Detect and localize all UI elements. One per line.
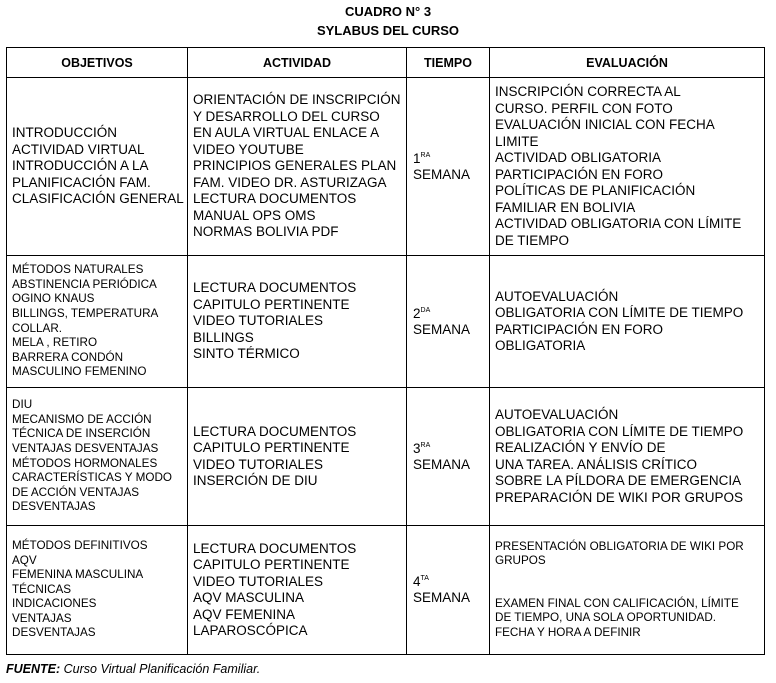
week-number: 1 (413, 150, 421, 166)
cell-line: INSCRIPCIÓN CORRECTA AL (495, 84, 681, 99)
cell-line: CAPITULO PERTINENTE (193, 440, 350, 455)
cell-line: GRUPOS (495, 554, 546, 568)
cell-line: LIMITE (495, 133, 539, 149)
cell-actividad (188, 78, 407, 256)
cell-line: DESVENTAJAS (12, 626, 96, 640)
cell-line: MÉTODOS DEFINITIVOS (12, 538, 148, 552)
cell-line: SINTO TÉRMICO (193, 346, 300, 362)
cell-line: EXAMEN FINAL CON CALIFICACIÓN, LÍMITE (495, 596, 739, 610)
table-row (7, 256, 765, 388)
cell-line: OBLIGATORIA (495, 338, 586, 353)
cell-line: TÉCNICAS (12, 582, 72, 596)
cell-tiempo (407, 526, 490, 655)
cell-line: Y DESARROLLO DEL CURSO (193, 108, 380, 124)
cell-line: VENTAJAS (12, 611, 72, 625)
header-objetivos: OBJETIVOS (7, 48, 188, 78)
cell-line: MANUAL OPS OMS (193, 207, 316, 223)
cell-line: BILLINGS (193, 329, 254, 345)
cell-evaluacion (490, 78, 765, 256)
cell-line: VENTAJAS DESVENTAJAS (12, 441, 159, 455)
week-label: SEMANA (413, 321, 471, 337)
cell-actividad (188, 388, 407, 526)
cell-line: CARACTERÍSTICAS Y MODO (12, 471, 172, 485)
week-number: 2 (413, 305, 421, 321)
cell-line: PLANIFICACIÓN FAM. (12, 174, 151, 190)
cell-line: EN AULA VIRTUAL ENLACE A (193, 125, 380, 141)
cell-line: ORIENTACIÓN DE INSCRIPCIÓN (193, 92, 401, 108)
table-caption-number: CUADRO N° 3 (344, 4, 432, 19)
cell-line: ABSTINENCIA PERIÓDICA (12, 277, 157, 291)
cell-line: LECTURA DOCUMENTOS (193, 191, 357, 207)
cell-tiempo (407, 78, 490, 256)
cell-line: VIDEO TUTORIALES (193, 456, 324, 472)
cell-line: DIU (12, 398, 33, 412)
cell-line: VIDEO TUTORIALES (193, 313, 324, 329)
cell-line: OGINO KNAUS (12, 292, 95, 306)
cell-line: LAPAROSCÓPICA (193, 623, 308, 638)
cell-line: COLLAR. (12, 321, 63, 335)
cell-line: AQV FEMENINA (193, 606, 296, 622)
cell-line: CAPITULO PERTINENTE (193, 557, 350, 572)
cell-line: PRINCIPIOS GENERALES PLAN (193, 158, 397, 174)
cell-line: AUTOEVALUACIÓN (495, 407, 619, 422)
cell-line: AUTOEVALUACIÓN (495, 288, 619, 304)
cell-tiempo (407, 256, 490, 388)
cell-line: DE TIEMPO, UNA SOLA OPORTUNIDAD. (495, 611, 717, 625)
week-ordinal: DA (420, 306, 431, 314)
cell-line: FAMILIAR EN BOLIVIA (495, 199, 636, 215)
cell-evaluacion (490, 526, 765, 655)
cell-line: INDICACIONES (12, 597, 97, 611)
cell-line: MECANISMO DE ACCIÓN (12, 412, 152, 426)
cell-line: MASCULINO FEMENINO (12, 365, 147, 379)
cell-line: MELA , RETIRO (12, 336, 98, 350)
cell-line: TÉCNICA DE INSERCIÓN (12, 427, 151, 441)
cell-line: FEMENINA MASCULINA (12, 568, 144, 582)
cell-line: ACTIVIDAD VIRTUAL (12, 141, 145, 157)
cell-line: DE TIEMPO (495, 232, 570, 248)
cell-line: ACTIVIDAD OBLIGATORIA (495, 150, 662, 165)
cell-line: PARTICIPACIÓN EN FORO (495, 321, 664, 337)
cell-line: AQV (12, 553, 37, 567)
cell-line: MÉTODOS NATURALES (12, 263, 144, 277)
cell-line: VIDEO YOUTUBE (193, 141, 304, 157)
cell-objetivos (7, 78, 188, 256)
cell-line: INSERCIÓN DE DIU (193, 473, 318, 488)
source-text: Curso Virtual Planificación Familiar. (60, 662, 261, 676)
table-row (7, 78, 765, 256)
cell-line: LECTURA DOCUMENTOS (193, 540, 357, 556)
cell-line: LECTURA DOCUMENTOS (193, 423, 357, 439)
cell-line: FECHA Y HORA A DEFINIR (495, 625, 641, 639)
cell-line: FAM. VIDEO DR. ASTURIZAGA (193, 174, 387, 190)
cell-line: CLASIFICACIÓN GENERAL (12, 191, 184, 207)
cell-line: INTRODUCCIÓN (12, 125, 117, 141)
header-tiempo: TIEMPO (407, 48, 490, 78)
cell-line: SOBRE LA PÍLDORA DE EMERGENCIA (495, 473, 742, 488)
week-ordinal: RA (420, 441, 431, 449)
week-ordinal: TA (420, 575, 429, 582)
cell-line: REALIZACIÓN Y ENVÍO DE (495, 440, 666, 455)
cell-line: LECTURA DOCUMENTOS (193, 280, 357, 296)
cell-line: DE ACCIÓN VENTAJAS (12, 485, 140, 499)
cell-actividad (188, 526, 407, 655)
week-label: SEMANA (413, 456, 471, 472)
header-row (7, 48, 765, 78)
header-evaluacion: EVALUACIÓN (490, 48, 765, 78)
cell-line: EVALUACIÓN INICIAL CON FECHA (495, 117, 715, 132)
cell-line: BARRERA CONDÓN (12, 350, 124, 364)
week-number: 4 (413, 574, 421, 589)
cell-evaluacion (490, 388, 765, 526)
cell-line: NORMAS BOLIVIA PDF (193, 224, 339, 240)
cell-line: POLÍTICAS DE PLANIFICACIÓN (495, 183, 696, 198)
cell-actividad (188, 256, 407, 388)
cell-line: PARTICIPACIÓN EN FORO (495, 166, 664, 182)
cell-line: OBLIGATORIA CON LÍMITE DE TIEMPO (495, 423, 744, 439)
cell-objetivos (7, 256, 188, 388)
cell-tiempo (407, 388, 490, 526)
cell-line: MÉTODOS HORMONALES (12, 456, 158, 470)
table-caption-title: SYLABUS DEL CURSO (316, 23, 460, 38)
cell-evaluacion (490, 256, 765, 388)
week-label: SEMANA (413, 590, 471, 605)
cell-objetivos (7, 388, 188, 526)
cell-line: VIDEO TUTORIALES (193, 573, 324, 589)
cell-line: UNA TAREA. ANÁLISIS CRÍTICO (495, 456, 698, 472)
cell-line: PRESENTACIÓN OBLIGATORIA DE WIKI POR (495, 539, 744, 553)
week-number: 3 (413, 440, 421, 456)
source-note (6, 662, 260, 676)
cell-line: OBLIGATORIA CON LÍMITE DE TIEMPO (495, 305, 744, 320)
cell-line: CAPITULO PERTINENTE (193, 296, 350, 312)
cell-line: INTRODUCCIÓN A LA (12, 158, 149, 174)
cell-objetivos (7, 526, 188, 655)
header-actividad: ACTIVIDAD (188, 48, 407, 78)
cell-line: DESVENTAJAS (12, 500, 96, 514)
source-label: FUENTE: (6, 662, 61, 676)
week-ordinal: RA (420, 151, 431, 159)
syllabus-table (6, 47, 765, 655)
cell-line: PREPARACIÓN DE WIKI POR GRUPOS (495, 489, 744, 505)
table-row (7, 388, 765, 526)
week-label: SEMANA (413, 166, 471, 182)
cell-line: BILLINGS, TEMPERATURA (12, 306, 159, 320)
cell-line: CURSO. PERFIL CON FOTO (495, 100, 673, 116)
cell-line: ACTIVIDAD OBLIGATORIA CON LÍMITE (495, 216, 742, 231)
table-row (7, 526, 765, 655)
cell-line: AQV MASCULINA (193, 590, 305, 605)
